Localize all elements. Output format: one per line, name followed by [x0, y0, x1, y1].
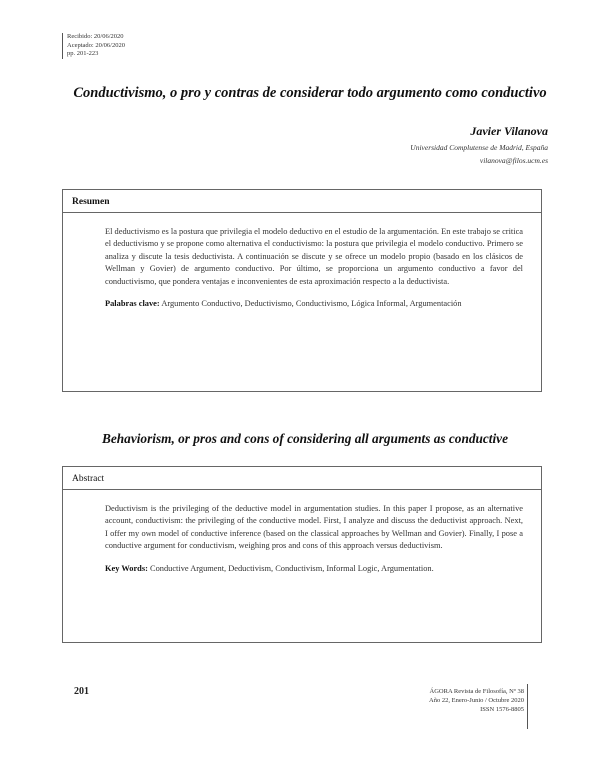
resumen-text: El deductivismo es la postura que privilegia el modelo deductivo en el estudio de la argumentación. En este trabajo se critica el deductivismo y se propone como alternativa el conductivismo: la postura que privilegia el modelo conductivo. Primero se analiza y discute la tesis deductivista. A continuación se discute y se ofrece un modelo propio (basado en los clásicos de Wellman y Govier) de argumento conductivo. Por último, se proporciona un argumento conductivo a favor del conductivismo, que pondera ventajas e inconvenientes de esta aproximación respecto a la deductivista.	[105, 227, 523, 286]
abstract-content	[63, 490, 541, 575]
resumen-box	[62, 189, 542, 392]
resumen-keywords	[105, 298, 523, 310]
abstract-heading: Abstract	[63, 467, 541, 490]
title-spanish: Conductivismo, o pro y contras de considerar todo argumento como conductivo	[73, 85, 547, 101]
footer-meta-line: ÁGORA Revista de Filosofía, Nº 38	[429, 688, 524, 695]
author-name: Javier Vilanova	[470, 124, 548, 138]
footer-meta-line: Año 22, Enero-Junio / Octubre 2020	[429, 697, 524, 704]
resumen-heading: Resumen	[63, 190, 541, 213]
header-meta-line: pp. 201-223	[67, 50, 99, 57]
keywords-label: Key Words:	[105, 563, 148, 573]
footer-meta	[429, 687, 524, 714]
title-english: Behaviorism, or pros and cons of considering all arguments as conductive	[102, 431, 508, 446]
abstract-box	[62, 466, 542, 643]
header-meta-line: Recibido: 20/06/2020	[67, 33, 124, 40]
header-meta	[62, 33, 125, 59]
resumen-content	[63, 213, 541, 310]
footer-divider	[527, 684, 528, 729]
footer-meta-line: ISSN 1576-8805	[480, 706, 524, 713]
keywords-label: Palabras clave:	[105, 299, 160, 309]
abstract-text: Deductivism is the privileging of the deductive model in argumentation studies. In this paper I propose, as an alternative account, conductivism: the privileging of the conductive model. First, I analyze and discuss the deductivist approach. Next, I offer my own model of conductive inference (based on the classical approaches by Wellman and Govier). Finally, I pose a conductive argument for conductivism, weighing pros and cons of this approach versus deductivism.	[105, 504, 523, 551]
author-affiliation: Universidad Complutense de Madrid, España	[410, 143, 548, 152]
header-meta-line: Aceptado: 20/06/2020	[67, 41, 125, 49]
author-email[interactable]: vilanova@filos.ucm.es	[479, 156, 548, 165]
keywords-text: Argumento Conductivo, Deductivismo, Conductivismo, Lógica Informal, Argumentación	[161, 299, 462, 309]
keywords-text: Conductive Argument, Deductivism, Conductivism, Informal Logic, Argumentation.	[149, 563, 434, 573]
page-number: 201	[74, 686, 89, 697]
abstract-keywords	[105, 563, 523, 575]
